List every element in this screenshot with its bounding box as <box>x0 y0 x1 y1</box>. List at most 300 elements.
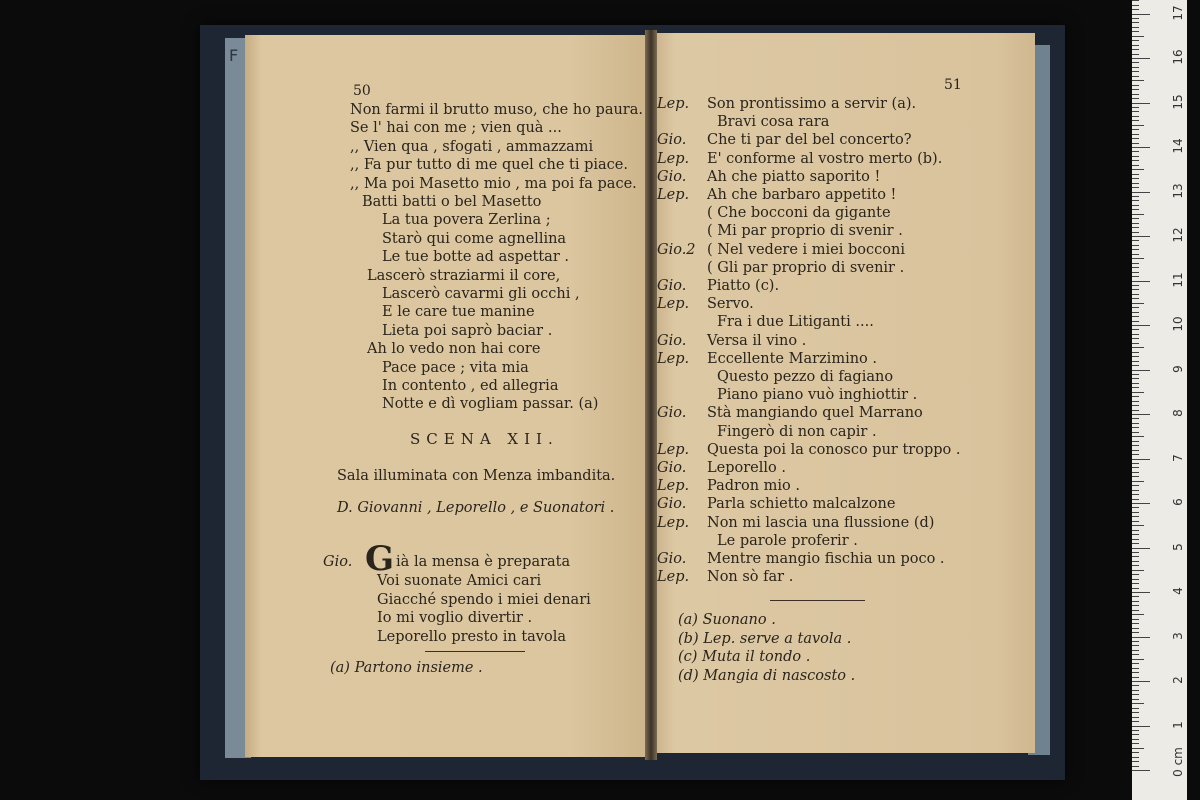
dialogue-line <box>657 404 923 422</box>
speaker-label: Gio. <box>657 132 687 149</box>
dialogue-line <box>657 514 934 532</box>
ruler-tick <box>1132 708 1139 709</box>
dialogue-text: Questa poi la conosco pur troppo . <box>707 441 961 458</box>
speaker-label: Gio. <box>657 405 687 422</box>
ruler-tick <box>1132 338 1139 339</box>
footnote-line: (a) Suonano . <box>678 612 776 628</box>
dialogue-text: Questo pezzo di fagiano <box>717 369 894 385</box>
ruler-tick <box>1132 365 1139 366</box>
dialogue-line <box>657 295 754 313</box>
ruler-tick <box>1132 641 1139 642</box>
speaker-label: Lep. <box>657 514 690 531</box>
ruler-tick <box>1132 103 1150 104</box>
ruler-tick <box>1132 521 1139 522</box>
dialogue-line <box>657 113 829 131</box>
dialogue-line <box>657 222 903 240</box>
dialogue-text: ( Gli par proprio di svenir . <box>707 259 905 276</box>
speaker-label: Gio.2 <box>657 241 696 258</box>
dialogue-text: Parla schietto malcalzone <box>707 496 896 513</box>
ruler-tick <box>1132 668 1139 669</box>
dialogue-line <box>657 131 912 149</box>
ruler-tick <box>1132 18 1139 19</box>
ruler-tick <box>1132 209 1139 210</box>
ruler-tick <box>1132 499 1139 500</box>
ruler-tick <box>1132 67 1139 68</box>
ruler-tick <box>1132 752 1139 753</box>
dialogue-line: Giacché spendo i miei denari <box>377 591 591 608</box>
ruler-tick <box>1132 481 1144 482</box>
dialogue-text: ( Nel vedere i miei bocconi <box>707 241 905 258</box>
ruler-tick <box>1132 467 1139 468</box>
ruler-tick <box>1132 62 1139 63</box>
verse-line: E le care tue manine <box>382 304 535 321</box>
divider-rule <box>770 600 865 601</box>
ruler-tick <box>1132 183 1139 184</box>
ruler-tick <box>1132 761 1139 762</box>
dialogue-text: Che ti par del bel concerto? <box>707 132 912 149</box>
ruler-tick <box>1132 427 1139 428</box>
verse-line: Lascerò cavarmi gli occhi , <box>382 286 580 302</box>
ruler-tick <box>1132 441 1139 442</box>
dialogue-text: ( Che bocconi da gigante <box>707 205 891 222</box>
ruler-number: 9 <box>1171 364 1185 373</box>
dialogue-text: Leporello . <box>707 460 786 476</box>
ruler-tick <box>1132 174 1139 175</box>
speaker-label: Lep. <box>657 569 690 586</box>
ruler-tick <box>1132 249 1139 250</box>
ruler-tick <box>1132 623 1139 624</box>
ruler-tick <box>1132 396 1139 397</box>
ruler-tick <box>1132 187 1139 188</box>
ruler-tick <box>1132 169 1144 170</box>
dialogue-text: Son prontissimo a servir (a). <box>707 96 917 112</box>
ruler-tick <box>1132 232 1139 233</box>
drop-cap: G <box>365 539 395 579</box>
dialogue-line <box>657 495 895 513</box>
dialogue-text: Servo. <box>707 296 754 313</box>
ruler-tick <box>1132 236 1150 237</box>
dialogue-first-line <box>323 539 571 579</box>
speaker-label: Lep. <box>657 96 690 112</box>
dialogue-text: ( Mi par proprio di svenir . <box>707 223 903 240</box>
ruler-tick <box>1132 619 1139 620</box>
ruler-tick <box>1132 543 1139 544</box>
ruler-tick <box>1132 298 1139 299</box>
ruler-tick <box>1132 739 1139 740</box>
footnote-line: (d) Mangia di nascosto . <box>678 667 856 684</box>
ruler-tick <box>1132 694 1139 695</box>
ruler-tick <box>1132 610 1139 611</box>
dialogue-text: Le parole proferir . <box>717 532 858 549</box>
ruler-tick <box>1132 89 1139 90</box>
right-page <box>652 33 1035 753</box>
ruler-tick <box>1132 588 1139 589</box>
verse-line: La tua povera Zerlina ; <box>382 212 551 229</box>
ruler-tick <box>1132 321 1139 322</box>
ruler-tick <box>1132 356 1139 357</box>
verse-line: ,, Ma poi Masetto mio , ma poi fa pace. <box>350 175 637 192</box>
dialogue-line <box>657 186 896 204</box>
divider-rule <box>425 651 525 652</box>
speaker-label: Lep. <box>657 350 690 367</box>
ruler-tick <box>1132 111 1139 112</box>
ruler-tick <box>1132 512 1139 513</box>
ruler-tick <box>1132 717 1139 718</box>
ruler-tick <box>1132 601 1139 602</box>
speaker-label: Gio. <box>323 554 353 570</box>
dialogue-line <box>657 368 893 386</box>
footnote-line: (b) Lep. serve a tavola . <box>678 630 852 647</box>
dialogue-line <box>657 477 800 495</box>
scene-heading: SCENA XII. <box>410 430 559 448</box>
verse-line: Starò qui come agnellina <box>382 230 567 247</box>
ruler-tick <box>1132 632 1139 633</box>
ruler-tick <box>1132 85 1139 86</box>
ruler-tick <box>1132 770 1150 771</box>
ruler-tick <box>1132 54 1139 55</box>
ruler-tick <box>1132 445 1139 446</box>
ruler-tick <box>1132 401 1139 402</box>
dialogue-line <box>657 532 858 550</box>
ruler-tick <box>1132 432 1139 433</box>
ruler-tick <box>1132 276 1139 277</box>
dialogue-line <box>657 568 793 586</box>
ruler-tick <box>1132 490 1139 491</box>
dialogue-text: Fingerò di non capir . <box>717 423 877 440</box>
ruler-tick <box>1132 156 1139 157</box>
verse-line: Notte e dì vogliam passar. (a) <box>382 396 599 413</box>
ruler-tick <box>1132 120 1139 121</box>
ruler-tick <box>1132 654 1139 655</box>
ruler-tick <box>1132 561 1139 562</box>
ruler-tick <box>1132 312 1139 313</box>
ruler-tick <box>1132 454 1139 455</box>
dialogue-text: Mentre mangio fischia un poco . <box>707 551 945 567</box>
ruler-tick <box>1132 423 1139 424</box>
ruler-tick <box>1132 485 1139 486</box>
ruler-tick <box>1132 294 1139 295</box>
ruler-tick <box>1132 534 1139 535</box>
ruler-tick <box>1132 71 1139 72</box>
verse-line: Lascerò straziarmi il core, <box>367 267 561 284</box>
ruler-tick <box>1132 245 1139 246</box>
ruler-tick <box>1132 690 1139 691</box>
dialogue-line: Io mi voglio divertir . <box>377 610 533 626</box>
ruler-tick <box>1132 9 1139 10</box>
verse-line: Le tue botte ad aspettar . <box>382 249 569 266</box>
dialogue-line: Voi suonate Amici cari <box>377 573 542 589</box>
ruler-tick <box>1132 285 1139 286</box>
ruler-tick <box>1132 565 1139 566</box>
ruler-number: 15 <box>1171 93 1185 110</box>
ruler-tick <box>1132 743 1139 744</box>
dialogue-text: Bravi cosa rara <box>717 114 830 131</box>
ruler-tick <box>1132 525 1144 526</box>
ruler-tick <box>1132 214 1144 215</box>
ruler-tick <box>1132 556 1139 557</box>
dialogue-line <box>657 386 917 404</box>
dialogue-line <box>657 459 786 477</box>
dialogue-line <box>657 441 960 459</box>
ruler-tick <box>1132 263 1139 264</box>
ruler-tick <box>1132 734 1139 735</box>
dialogue-line <box>657 313 874 331</box>
ruler-tick <box>1132 27 1139 28</box>
dialogue-text: Versa il vino . <box>707 332 807 349</box>
speaker-label: Gio. <box>657 551 687 567</box>
ruler-tick <box>1132 94 1139 95</box>
ruler-tick <box>1132 240 1139 241</box>
dialogue-line <box>657 204 891 222</box>
ruler-tick <box>1132 766 1139 767</box>
ruler-tick <box>1132 370 1150 371</box>
ruler-tick <box>1132 281 1150 282</box>
ruler-tick <box>1132 151 1139 152</box>
ruler-tick <box>1132 178 1139 179</box>
ruler-number: 11 <box>1171 271 1185 288</box>
ruler-tick <box>1132 614 1144 615</box>
ruler-tick <box>1132 748 1144 749</box>
ruler-number: 2 <box>1171 676 1185 684</box>
ruler-number: 10 <box>1171 316 1185 332</box>
ruler-number: 8 <box>1171 409 1185 417</box>
ruler-tick <box>1132 40 1139 41</box>
ruler-tick <box>1132 165 1139 166</box>
footnote-left: (a) Partono insieme . <box>330 660 483 676</box>
ruler-tick <box>1132 645 1139 646</box>
speaker-label: Gio. <box>657 496 687 513</box>
ruler-tick <box>1132 107 1139 108</box>
scene-setting: Sala illuminata con Menza imbandita. <box>337 468 616 484</box>
ruler-tick <box>1132 227 1139 228</box>
ruler-tick <box>1132 677 1139 678</box>
ruler-tick <box>1132 703 1144 704</box>
ruler-tick <box>1132 125 1144 126</box>
ruler-tick <box>1132 31 1139 32</box>
ruler-tick <box>1132 605 1139 606</box>
verse-line: Pace pace ; vita mia <box>382 359 529 376</box>
ruler-tick <box>1132 548 1150 549</box>
verse-line: Non farmi il brutto muso, che ho paura. <box>350 102 643 118</box>
dialogue-line <box>657 259 904 277</box>
dialogue-text: Ah che piatto saporito ! <box>707 168 881 185</box>
ruler-tick <box>1132 267 1139 268</box>
dialogue-text: ià la mensa è preparata <box>396 554 571 570</box>
dialogue-line <box>657 423 877 441</box>
verse-line: Ah lo vedo non hai core <box>367 341 541 358</box>
ruler-tick <box>1132 316 1139 317</box>
ruler-tick <box>1132 592 1150 593</box>
ruler-tick <box>1132 383 1139 384</box>
ruler-tick <box>1132 663 1139 664</box>
speaker-label: Lep. <box>657 150 690 167</box>
ruler-tick <box>1132 414 1150 415</box>
ruler-tick <box>1132 659 1144 660</box>
ruler-tick <box>1132 628 1139 629</box>
dialogue-text: Non mi lascia una flussione (d) <box>707 514 935 531</box>
ruler-tick <box>1132 307 1139 308</box>
dialogue-line <box>657 550 945 568</box>
dialogue-text: Eccellente Marzimino . <box>707 350 877 367</box>
dialogue-text: Piano piano vuò inghiottir . <box>717 387 918 404</box>
ruler-tick <box>1132 352 1139 353</box>
ruler-tick <box>1132 574 1139 575</box>
ruler-tick <box>1132 552 1139 553</box>
ruler-tick <box>1132 200 1139 201</box>
dialogue-line <box>657 350 877 368</box>
verse-line: ,, Vien qua , sfogati , ammazzami <box>350 138 594 155</box>
speaker-label: Gio. <box>657 278 687 294</box>
dialogue-line <box>657 241 905 259</box>
dialogue-line <box>657 95 916 113</box>
left-page <box>245 35 650 757</box>
dialogue-text: Stà mangiando quel Marrano <box>707 405 923 422</box>
ruler-number: 12 <box>1171 227 1185 243</box>
measuring-ruler <box>1132 0 1187 800</box>
dialogue-line: Leporello presto in tavola <box>377 628 567 645</box>
ruler-tick <box>1132 361 1139 362</box>
ruler-tick <box>1132 463 1139 464</box>
ruler-tick <box>1132 143 1139 144</box>
ruler-tick <box>1132 80 1144 81</box>
ruler-tick <box>1132 730 1139 731</box>
ruler-tick <box>1132 570 1144 571</box>
dialogue-line <box>657 168 880 186</box>
speaker-label: Lep. <box>657 296 690 313</box>
ruler-tick <box>1132 436 1144 437</box>
verse-line: Batti batti o bel Masetto <box>362 194 542 210</box>
ruler-tick <box>1132 334 1139 335</box>
ruler-tick <box>1132 472 1139 473</box>
ruler-tick <box>1132 5 1139 6</box>
ruler-tick <box>1132 49 1139 50</box>
ruler-tick <box>1132 476 1139 477</box>
ruler-tick <box>1132 289 1139 290</box>
ruler-tick <box>1132 116 1139 117</box>
speaker-label: Gio. <box>657 332 687 349</box>
ruler-tick <box>1132 303 1144 304</box>
ruler-tick <box>1132 699 1139 700</box>
ruler-tick <box>1132 192 1150 193</box>
ruler-tick <box>1132 516 1139 517</box>
ruler-tick <box>1132 98 1139 99</box>
ruler-tick <box>1132 36 1144 37</box>
ruler-tick <box>1132 272 1139 273</box>
ruler-number: 13 <box>1171 182 1185 199</box>
ruler-tick <box>1132 254 1139 255</box>
verse-line: Lieta poi saprò baciar . <box>382 322 553 339</box>
ruler-number: 4 <box>1171 587 1185 595</box>
ruler-tick <box>1132 726 1150 727</box>
ruler-tick <box>1132 76 1139 77</box>
ruler-tick <box>1132 685 1139 686</box>
dialogue-line <box>657 150 942 168</box>
speaker-label: Gio. <box>657 168 687 185</box>
verse-line: Se l' hai con me ; vien quà ... <box>350 120 562 137</box>
ruler-tick <box>1132 637 1150 638</box>
ruler-tick <box>1132 22 1139 23</box>
book-gutter <box>645 30 657 760</box>
ruler-tick <box>1132 418 1139 419</box>
ruler-tick <box>1132 494 1139 495</box>
ruler-tick <box>1132 325 1150 326</box>
ruler-tick <box>1132 196 1139 197</box>
ruler-number: 1 <box>1171 720 1185 729</box>
ruler-tick <box>1132 138 1139 139</box>
verse-line: ,, Fa pur tutto di me quel che ti piace. <box>350 157 628 174</box>
ruler-tick <box>1132 347 1144 348</box>
ruler-tick <box>1132 374 1139 375</box>
ruler-tick <box>1132 45 1139 46</box>
page-number-right: 51 <box>944 77 962 93</box>
ruler-tick <box>1132 681 1150 682</box>
ruler-tick <box>1132 129 1139 130</box>
ruler-number: 14 <box>1171 138 1185 154</box>
speaker-label: Lep. <box>657 187 690 203</box>
ruler-tick <box>1132 134 1139 135</box>
dialogue-line <box>657 277 779 295</box>
ruler-tick <box>1132 596 1139 597</box>
ruler-number: 16 <box>1171 49 1185 65</box>
ruler-number: 17 <box>1171 4 1185 21</box>
dialogue-text: Ah che barbaro appetito ! <box>707 187 897 203</box>
ruler-tick <box>1132 650 1139 651</box>
ruler-tick <box>1132 160 1139 161</box>
speaker-label: Gio. <box>657 460 687 476</box>
ruler-tick <box>1132 450 1139 451</box>
ruler-unit-label: 0 cm <box>1171 747 1185 777</box>
ruler-tick <box>1132 405 1139 406</box>
ruler-number: 3 <box>1171 631 1185 640</box>
ruler-tick <box>1132 539 1139 540</box>
ruler-tick <box>1132 579 1139 580</box>
page-number-left: 50 <box>353 83 371 99</box>
ruler-number: 7 <box>1171 453 1185 462</box>
ruler-tick <box>1132 507 1139 508</box>
ruler-tick <box>1132 58 1150 59</box>
dialogue-text: Piatto (c). <box>707 278 780 294</box>
tab-letter: F <box>229 46 239 65</box>
ruler-number: 6 <box>1171 498 1185 506</box>
ruler-tick <box>1132 387 1139 388</box>
ruler-number: 5 <box>1171 542 1185 551</box>
ruler-tick <box>1132 721 1139 722</box>
ruler-tick <box>1132 147 1150 148</box>
ruler-tick <box>1132 0 1139 1</box>
ruler-tick <box>1132 205 1139 206</box>
dialogue-text: E' conforme al vostro merto (b). <box>707 150 943 167</box>
speaker-label: Lep. <box>657 478 690 495</box>
ruler-tick <box>1132 530 1139 531</box>
ruler-tick <box>1132 459 1150 460</box>
ruler-tick <box>1132 583 1139 584</box>
ruler-tick <box>1132 218 1139 219</box>
footnote-line: (c) Muta il tondo . <box>678 649 811 665</box>
scene-characters: D. Giovanni , Leporello , e Suonatori . <box>337 500 615 516</box>
ruler-tick <box>1132 378 1139 379</box>
ruler-tick <box>1132 343 1139 344</box>
dialogue-text: Fra i due Litiganti .... <box>717 314 874 331</box>
dialogue-line <box>657 332 806 350</box>
dialogue-text: Padron mio . <box>707 478 800 495</box>
ruler-tick <box>1132 329 1139 330</box>
speaker-label: Lep. <box>657 441 690 458</box>
ruler-tick <box>1132 392 1144 393</box>
dialogue-text: Non sò far . <box>707 569 794 586</box>
ruler-tick <box>1132 757 1139 758</box>
ruler-tick <box>1132 712 1139 713</box>
ruler-tick <box>1132 410 1139 411</box>
